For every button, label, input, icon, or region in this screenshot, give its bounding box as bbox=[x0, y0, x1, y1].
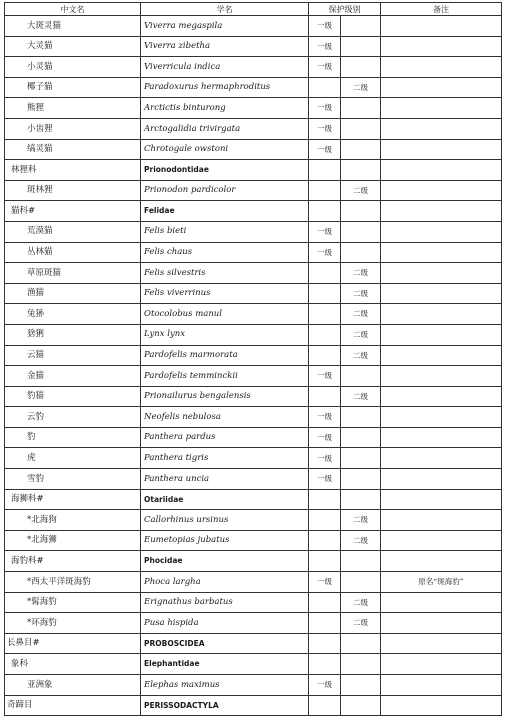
cell-cn-name: 雪豹 bbox=[5, 469, 141, 490]
cell-note bbox=[381, 160, 502, 181]
cell-note bbox=[381, 675, 502, 696]
cell-cn-name: *环海豹 bbox=[5, 613, 141, 634]
cell-level-2 bbox=[341, 139, 381, 160]
header-cn-name: 中文名 bbox=[5, 3, 141, 16]
cell-level-1 bbox=[309, 695, 341, 716]
cell-level-1 bbox=[309, 77, 341, 98]
cell-note bbox=[381, 530, 502, 551]
cell-cn-name: 椰子猫 bbox=[5, 77, 141, 98]
cell-sci-name: Viverricula indica bbox=[141, 57, 309, 78]
cell-sci-name: Prionodon pardicolor bbox=[141, 180, 309, 201]
cell-sci-name: Phocidae bbox=[141, 551, 309, 572]
table-row bbox=[5, 160, 502, 181]
cell-sci-name: Eumetopias jubatus bbox=[141, 530, 309, 551]
cell-level-2 bbox=[341, 489, 381, 510]
cell-note bbox=[381, 427, 502, 448]
table-row bbox=[5, 201, 502, 222]
cell-note bbox=[381, 386, 502, 407]
cell-level-2 bbox=[341, 242, 381, 263]
cell-sci-name: Panthera tigris bbox=[141, 448, 309, 469]
cell-note bbox=[381, 118, 502, 139]
cell-level-2: 二级 bbox=[341, 345, 381, 366]
cell-cn-name: 奇蹄目 bbox=[5, 695, 141, 716]
cell-level-2 bbox=[341, 407, 381, 428]
cell-note bbox=[381, 654, 502, 675]
cell-level-1 bbox=[309, 633, 341, 654]
table-row bbox=[5, 118, 502, 139]
cell-level-2: 二级 bbox=[341, 613, 381, 634]
cell-sci-name: Viverra zibetha bbox=[141, 36, 309, 57]
cell-level-2 bbox=[341, 633, 381, 654]
table-row bbox=[5, 510, 502, 531]
cell-note bbox=[381, 613, 502, 634]
table-row bbox=[5, 221, 502, 242]
cell-cn-name: 金猫 bbox=[5, 366, 141, 387]
cell-level-2 bbox=[341, 469, 381, 490]
cell-level-2: 二级 bbox=[341, 510, 381, 531]
cell-sci-name: Prionodontidae bbox=[141, 160, 309, 181]
header-notes: 备注 bbox=[381, 3, 502, 16]
cell-level-1 bbox=[309, 613, 341, 634]
table-row bbox=[5, 469, 502, 490]
cell-cn-name: 缟灵猫 bbox=[5, 139, 141, 160]
cell-level-2 bbox=[341, 366, 381, 387]
table-row bbox=[5, 366, 502, 387]
table-row bbox=[5, 530, 502, 551]
cell-level-1: 一级 bbox=[309, 36, 341, 57]
cell-level-1: 一级 bbox=[309, 675, 341, 696]
cell-sci-name: Felidae bbox=[141, 201, 309, 222]
cell-level-1: 一级 bbox=[309, 366, 341, 387]
table-row bbox=[5, 551, 502, 572]
cell-level-1 bbox=[309, 304, 341, 325]
cell-cn-name: 熊狸 bbox=[5, 98, 141, 119]
table-row bbox=[5, 139, 502, 160]
cell-level-1 bbox=[309, 386, 341, 407]
cell-cn-name: 云猫 bbox=[5, 345, 141, 366]
cell-cn-name: 林狸科 bbox=[5, 160, 141, 181]
cell-cn-name: 虎 bbox=[5, 448, 141, 469]
document-page bbox=[4, 2, 501, 716]
cell-sci-name: Felis silvestris bbox=[141, 263, 309, 284]
cell-level-1 bbox=[309, 510, 341, 531]
cell-note bbox=[381, 201, 502, 222]
cell-level-1: 一级 bbox=[309, 221, 341, 242]
cell-note bbox=[381, 407, 502, 428]
cell-level-1 bbox=[309, 592, 341, 613]
cell-level-2 bbox=[341, 572, 381, 593]
cell-level-1 bbox=[309, 654, 341, 675]
cell-note bbox=[381, 366, 502, 387]
table-row bbox=[5, 16, 502, 37]
cell-sci-name: Pardofelis marmorata bbox=[141, 345, 309, 366]
table-row bbox=[5, 572, 502, 593]
cell-level-2: 二级 bbox=[341, 304, 381, 325]
cell-note bbox=[381, 695, 502, 716]
cell-level-2: 二级 bbox=[341, 386, 381, 407]
table-row bbox=[5, 613, 502, 634]
cell-level-2: 二级 bbox=[341, 180, 381, 201]
cell-sci-name: PROBOSCIDEA bbox=[141, 633, 309, 654]
cell-level-2 bbox=[341, 448, 381, 469]
cell-sci-name: Felis chaus bbox=[141, 242, 309, 263]
table-row bbox=[5, 98, 502, 119]
cell-sci-name: Pardofelis temminckii bbox=[141, 366, 309, 387]
cell-cn-name: 小齿狸 bbox=[5, 118, 141, 139]
cell-level-1 bbox=[309, 201, 341, 222]
cell-note bbox=[381, 469, 502, 490]
cell-sci-name: Chrotogale owstoni bbox=[141, 139, 309, 160]
cell-cn-name: 兔狲 bbox=[5, 304, 141, 325]
table-row bbox=[5, 592, 502, 613]
table-row bbox=[5, 407, 502, 428]
cell-level-1: 一级 bbox=[309, 57, 341, 78]
cell-level-2 bbox=[341, 551, 381, 572]
cell-note bbox=[381, 263, 502, 284]
cell-level-2: 二级 bbox=[341, 77, 381, 98]
table-row bbox=[5, 345, 502, 366]
cell-level-1: 一级 bbox=[309, 448, 341, 469]
cell-level-2: 二级 bbox=[341, 263, 381, 284]
cell-level-1 bbox=[309, 530, 341, 551]
cell-level-2 bbox=[341, 160, 381, 181]
cell-sci-name: Erignathus barbatus bbox=[141, 592, 309, 613]
cell-level-1: 一级 bbox=[309, 407, 341, 428]
cell-cn-name: 猞猁 bbox=[5, 324, 141, 345]
cell-note bbox=[381, 448, 502, 469]
cell-note bbox=[381, 98, 502, 119]
cell-note bbox=[381, 36, 502, 57]
table-row bbox=[5, 242, 502, 263]
cell-level-1: 一级 bbox=[309, 242, 341, 263]
table-row bbox=[5, 77, 502, 98]
cell-level-2 bbox=[341, 654, 381, 675]
header-protection-level: 保护级别 bbox=[309, 3, 381, 16]
cell-cn-name: 大斑灵猫 bbox=[5, 16, 141, 37]
cell-cn-name: 草原斑猫 bbox=[5, 263, 141, 284]
cell-cn-name: 荒漠猫 bbox=[5, 221, 141, 242]
table-row bbox=[5, 427, 502, 448]
cell-cn-name: *髯海豹 bbox=[5, 592, 141, 613]
cell-cn-name: *北海狮 bbox=[5, 530, 141, 551]
cell-cn-name: 猫科# bbox=[5, 201, 141, 222]
cell-note bbox=[381, 510, 502, 531]
cell-sci-name: Arctogalidia trivirgata bbox=[141, 118, 309, 139]
table-row bbox=[5, 263, 502, 284]
cell-sci-name: Pusa hispida bbox=[141, 613, 309, 634]
cell-sci-name: Callorhinus ursinus bbox=[141, 510, 309, 531]
cell-level-1 bbox=[309, 283, 341, 304]
cell-level-2 bbox=[341, 98, 381, 119]
table-row bbox=[5, 180, 502, 201]
cell-sci-name: Prionailurus bengalensis bbox=[141, 386, 309, 407]
table-row bbox=[5, 695, 502, 716]
cell-sci-name: Paradoxurus hermaphroditus bbox=[141, 77, 309, 98]
header-sci-name: 学名 bbox=[141, 3, 309, 16]
cell-sci-name: Elephantidae bbox=[141, 654, 309, 675]
cell-level-2 bbox=[341, 675, 381, 696]
cell-note bbox=[381, 489, 502, 510]
cell-cn-name: 斑林狸 bbox=[5, 180, 141, 201]
cell-cn-name: *北海狗 bbox=[5, 510, 141, 531]
cell-cn-name: 丛林猫 bbox=[5, 242, 141, 263]
cell-cn-name: 海狮科# bbox=[5, 489, 141, 510]
table-row bbox=[5, 633, 502, 654]
cell-cn-name: 长鼻目# bbox=[5, 633, 141, 654]
cell-sci-name: Neofelis nebulosa bbox=[141, 407, 309, 428]
cell-level-2 bbox=[341, 16, 381, 37]
cell-note bbox=[381, 324, 502, 345]
cell-note bbox=[381, 242, 502, 263]
cell-sci-name: Lynx lynx bbox=[141, 324, 309, 345]
cell-level-2 bbox=[341, 695, 381, 716]
cell-note bbox=[381, 551, 502, 572]
cell-note bbox=[381, 77, 502, 98]
table-body bbox=[5, 16, 502, 716]
cell-note bbox=[381, 180, 502, 201]
table-row bbox=[5, 304, 502, 325]
cell-cn-name: *西太平洋斑海豹 bbox=[5, 572, 141, 593]
cell-cn-name: 豹猫 bbox=[5, 386, 141, 407]
cell-level-2: 二级 bbox=[341, 592, 381, 613]
cell-level-1 bbox=[309, 263, 341, 284]
cell-sci-name: Elephas maximus bbox=[141, 675, 309, 696]
cell-note bbox=[381, 633, 502, 654]
cell-level-2 bbox=[341, 36, 381, 57]
cell-sci-name: Panthera pardus bbox=[141, 427, 309, 448]
cell-cn-name: 亚洲象 bbox=[5, 675, 141, 696]
cell-sci-name: PERISSODACTYLA bbox=[141, 695, 309, 716]
table-row bbox=[5, 448, 502, 469]
cell-note bbox=[381, 139, 502, 160]
cell-cn-name: 象科 bbox=[5, 654, 141, 675]
cell-cn-name: 大灵猫 bbox=[5, 36, 141, 57]
cell-level-1 bbox=[309, 489, 341, 510]
cell-level-1: 一级 bbox=[309, 469, 341, 490]
cell-level-2: 二级 bbox=[341, 283, 381, 304]
cell-sci-name: Otocolobus manul bbox=[141, 304, 309, 325]
cell-cn-name: 云豹 bbox=[5, 407, 141, 428]
cell-level-1: 一级 bbox=[309, 427, 341, 448]
cell-note bbox=[381, 345, 502, 366]
cell-level-1: 一级 bbox=[309, 118, 341, 139]
table-row bbox=[5, 57, 502, 78]
cell-level-1: 一级 bbox=[309, 139, 341, 160]
cell-level-1 bbox=[309, 160, 341, 181]
cell-sci-name: Arctictis binturong bbox=[141, 98, 309, 119]
cell-level-2 bbox=[341, 57, 381, 78]
cell-sci-name: Phoca largha bbox=[141, 572, 309, 593]
cell-level-1 bbox=[309, 324, 341, 345]
table-header-row bbox=[5, 3, 502, 16]
cell-sci-name: Viverra megaspila bbox=[141, 16, 309, 37]
cell-note bbox=[381, 57, 502, 78]
table-row bbox=[5, 324, 502, 345]
cell-note bbox=[381, 16, 502, 37]
cell-level-1: 一级 bbox=[309, 572, 341, 593]
cell-cn-name: 海豹科# bbox=[5, 551, 141, 572]
cell-level-2 bbox=[341, 221, 381, 242]
cell-level-2 bbox=[341, 201, 381, 222]
cell-level-1 bbox=[309, 551, 341, 572]
cell-cn-name: 渔猫 bbox=[5, 283, 141, 304]
table-row bbox=[5, 386, 502, 407]
cell-level-1 bbox=[309, 345, 341, 366]
cell-note bbox=[381, 304, 502, 325]
cell-level-1 bbox=[309, 180, 341, 201]
protected-species-table bbox=[4, 2, 502, 716]
cell-level-2 bbox=[341, 427, 381, 448]
table-row bbox=[5, 283, 502, 304]
cell-cn-name: 豹 bbox=[5, 427, 141, 448]
cell-cn-name: 小灵猫 bbox=[5, 57, 141, 78]
cell-note bbox=[381, 592, 502, 613]
cell-sci-name: Otariidae bbox=[141, 489, 309, 510]
cell-note bbox=[381, 221, 502, 242]
cell-sci-name: Panthera uncia bbox=[141, 469, 309, 490]
cell-note: 原名“斑海豹” bbox=[381, 572, 502, 593]
table-row bbox=[5, 36, 502, 57]
table-row bbox=[5, 675, 502, 696]
cell-level-1: 一级 bbox=[309, 16, 341, 37]
cell-level-1: 一级 bbox=[309, 98, 341, 119]
table-row bbox=[5, 489, 502, 510]
cell-sci-name: Felis viverrinus bbox=[141, 283, 309, 304]
table-row bbox=[5, 654, 502, 675]
cell-level-2: 二级 bbox=[341, 530, 381, 551]
cell-note bbox=[381, 283, 502, 304]
cell-level-2: 二级 bbox=[341, 324, 381, 345]
cell-sci-name: Felis bieti bbox=[141, 221, 309, 242]
cell-level-2 bbox=[341, 118, 381, 139]
